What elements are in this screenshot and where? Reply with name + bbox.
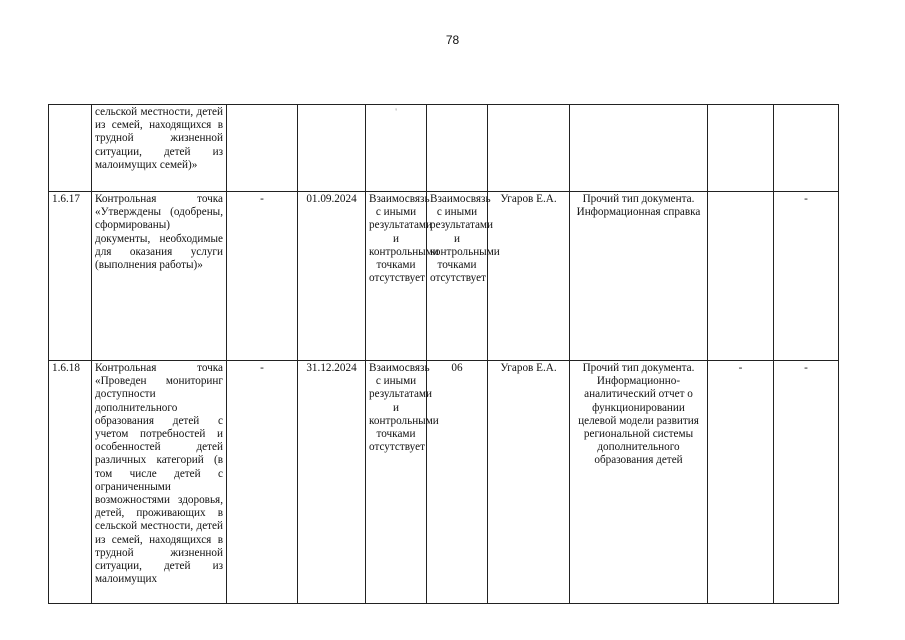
table-row — [49, 361, 839, 604]
cell-responsible — [488, 105, 570, 192]
cell-document-type: Прочий тип документа. Информационно-аналитический отчет о функционировании целевой модели развития региональной системы дополнительного образования детей — [570, 361, 708, 604]
cell-col3 — [227, 105, 298, 192]
page-number: 78 — [445, 33, 460, 47]
cell-document-type: Прочий тип документа. Информационная справка — [570, 192, 708, 361]
cell-col3: - — [227, 361, 298, 604]
row-number: 1.6.18 — [49, 361, 92, 604]
cell-mark: ' — [366, 105, 427, 192]
cell-col10: - — [774, 192, 839, 361]
table-row — [49, 192, 839, 361]
row-description: Контрольная точка «Утверждены (одобрены, сформированы) документы, необходимые для оказания услуги (выполнения работы)» — [92, 192, 227, 361]
cell-date: 31.12.2024 — [298, 361, 366, 604]
table-row — [49, 105, 839, 192]
cell-col10 — [774, 105, 839, 192]
row-number — [49, 105, 92, 192]
cell-col6 — [427, 105, 488, 192]
document-table — [48, 104, 839, 604]
cell-responsible: Угаров Е.А. — [488, 192, 570, 361]
cell-relation-results: Взаимосвязь с иными результатами и контрольными точками отсутствует — [366, 192, 427, 361]
cell-relation-points: 06 — [427, 361, 488, 604]
cell-relation-points: Взаимосвязь с иными результатами и контрольными точками отсутствует — [427, 192, 488, 361]
cell-col9 — [708, 192, 774, 361]
cell-col10: - — [774, 361, 839, 604]
cell-relation-results: Взаимосвязь с иными результатами и контрольными точками отсутствует — [366, 361, 427, 604]
cell-col9: - — [708, 361, 774, 604]
cell-col3: - — [227, 192, 298, 361]
cell-col9 — [708, 105, 774, 192]
cell-responsible: Угаров Е.А. — [488, 361, 570, 604]
row-description: Контрольная точка «Проведен мониторинг доступности дополнительного образования детей с учетом потребностей и особенностей детей различных категорий (в том числе детей с ограниченными возможностями здоровья, детей, проживающих в сельской местности, детей из семей, находящихся в трудной жизненной ситуации, детей из малоимущих — [92, 361, 227, 604]
cell-document-type — [570, 105, 708, 192]
cell-date — [298, 105, 366, 192]
row-description: сельской местности, детей из семей, находящихся в трудной жизненной ситуации, детей из малоимущих семей)» — [92, 105, 227, 192]
row-number: 1.6.17 — [49, 192, 92, 361]
cell-date: 01.09.2024 — [298, 192, 366, 361]
